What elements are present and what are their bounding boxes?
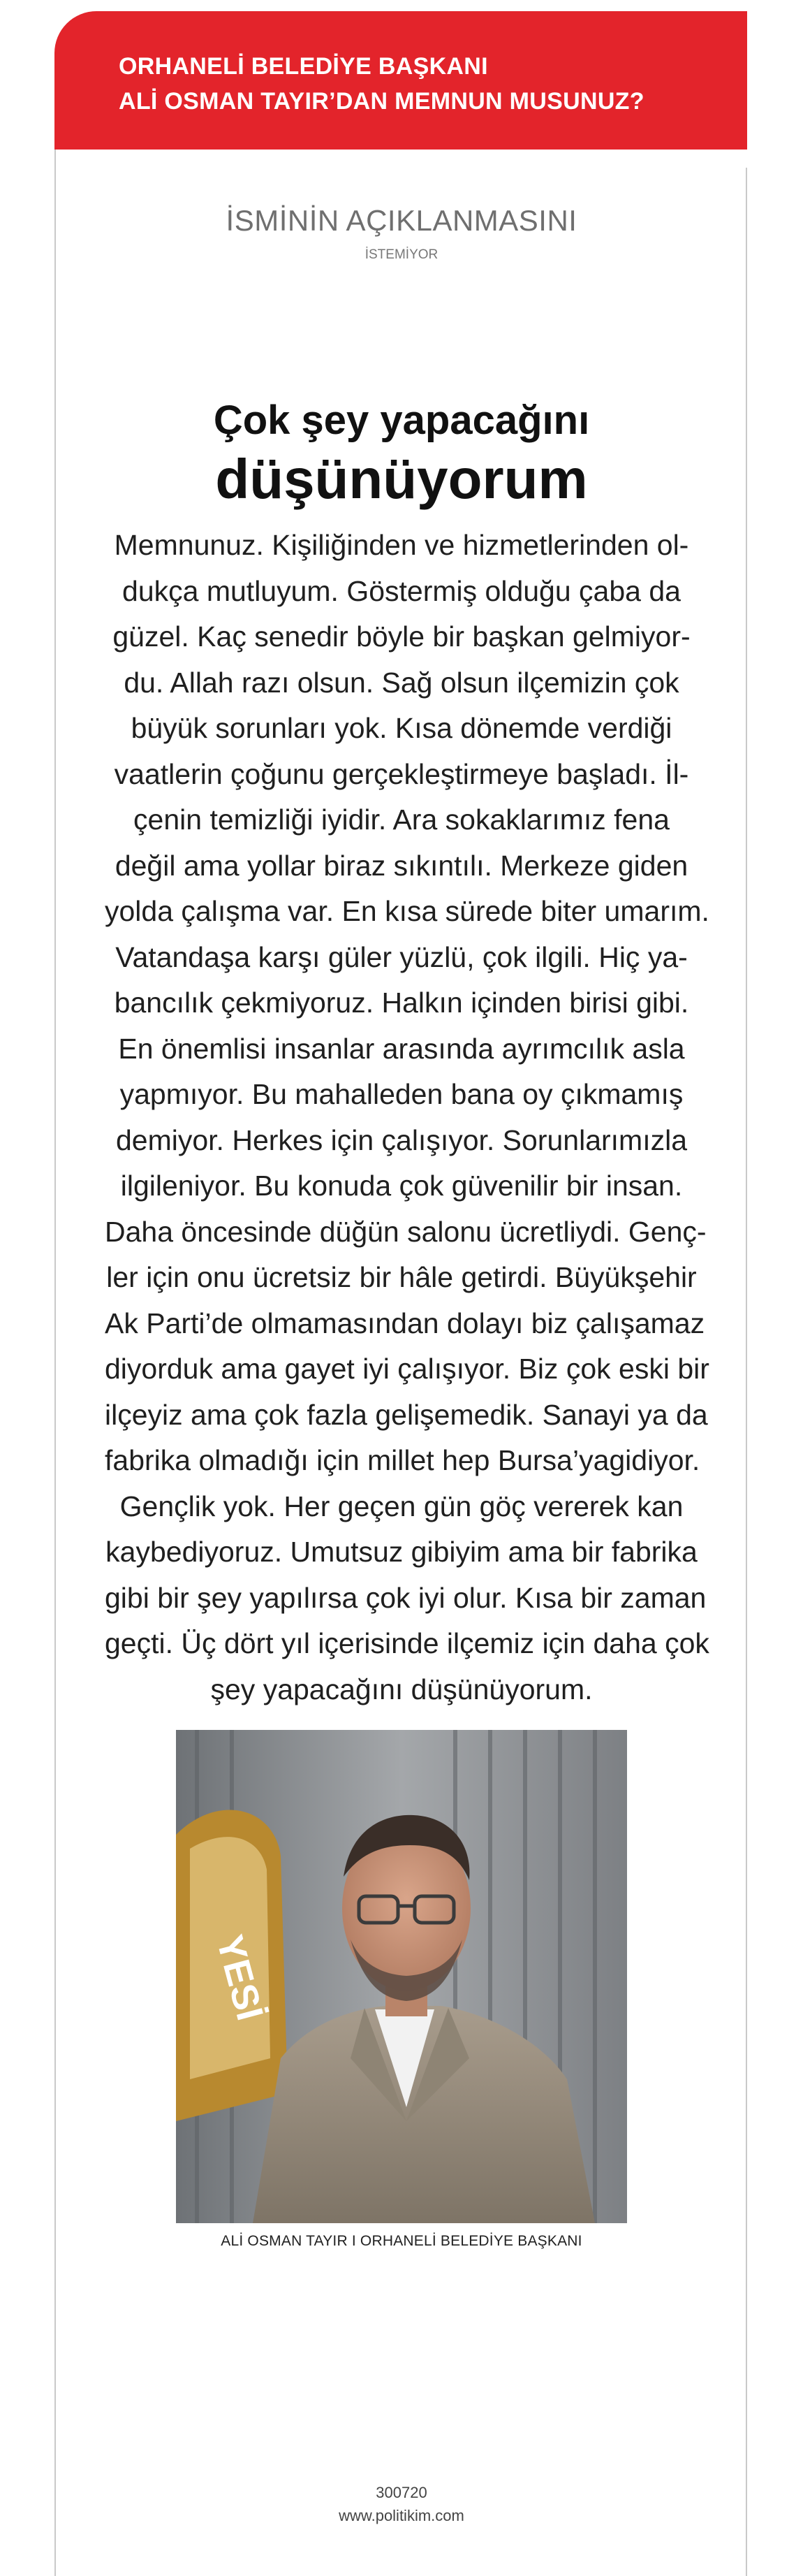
article-body-line: ilçeyiz ama çok fazla gelişemedik. Sanayi ya da <box>105 1398 708 1431</box>
article-body-line: Memnunuz. Kişiliğinden ve hizmetlerinden ol- <box>114 529 689 561</box>
header-banner <box>54 11 747 150</box>
page-number: 300720 <box>376 2484 427 2501</box>
article-body-line: değil ama yollar biraz sıkıntılı. Merkeze giden <box>115 849 688 882</box>
article-body-line: En önemlisi insanlar arasında ayrımcılık asla <box>118 1032 685 1065</box>
article-body-line: çenin temizliği iyidir. Ara sokaklarımız fena <box>133 803 670 836</box>
article-body-line: yolda çalışma var. En kısa sürede biter umarım. <box>105 895 709 927</box>
article-body-line: şey yapacağını düşünüyorum. <box>210 1673 593 1705</box>
article-body-line: büyük sorunları yok. Kısa dönemde verdiği <box>131 712 672 744</box>
respondent-name: İSMİNİN AÇIKLANMASINI <box>226 204 577 237</box>
article-body-line: Vatandaşa karşı güler yüzlü, çok ilgili. Hiç ya- <box>115 940 688 973</box>
portrait-photo <box>176 1730 627 2223</box>
article-body-line: diyorduk ama gayet iyi çalışıyor. Biz çok eski bir <box>105 1353 709 1385</box>
header-line-1: ORHANELİ BELEDİYE BAŞKANI <box>119 53 488 80</box>
article-body-line: bancılık çekmiyoruz. Halkın içinden birisi gibi. <box>114 987 689 1019</box>
article-body-line: fabrika olmadığı için millet hep Bursa’yagidiyor. <box>105 1444 700 1476</box>
article-body-line: ler için onu ücretsiz bir hâle getirdi. Büyükşehir <box>106 1261 697 1293</box>
article-body-line: kaybediyoruz. Umutsuz gibiyim ama bir fabrika <box>105 1536 698 1568</box>
article-body-line: du. Allah razı olsun. Sağ olsun ilçemizin çok <box>124 666 679 699</box>
portrait-illustration <box>176 1730 627 2223</box>
respondent-note: İSTEMİYOR <box>364 247 439 262</box>
article-body-line: gibi bir şey yapılırsa çok iyi olur. Kısa bir zaman <box>105 1581 707 1614</box>
frame-border-right <box>746 168 747 2576</box>
article-body-line: vaatlerin çoğunu gerçekleştirmeye başladı. İl- <box>114 757 689 790</box>
article-body-line: geçti. Üç dört yıl içerisinde ilçemiz için daha çok <box>105 1627 709 1659</box>
article-body-line: dukça mutluyum. Göstermiş olduğu çaba da <box>122 574 681 607</box>
article-body-line: ilgileniyor. Bu konuda çok güvenilir bir insan. <box>120 1170 683 1202</box>
header-line-2: ALİ OSMAN TAYIR’DAN MEMNUN MUSUNUZ? <box>119 88 644 115</box>
plaque-text: YESİ <box>208 1930 272 2025</box>
article-body-line: Ak Parti’de olmamasından dolayı biz çalışamaz <box>105 1307 705 1339</box>
article-title-line-2: düşünüyorum <box>215 448 588 510</box>
photo-caption: ALİ OSMAN TAYIR I ORHANELİ BELEDİYE BAŞKANI <box>221 2233 582 2249</box>
article-title-line-1: Çok şey yapacağını <box>213 398 590 443</box>
article-body-line: Daha öncesinde düğün salonu ücretliydi. Genç- <box>105 1215 707 1248</box>
article-body-line: demiyor. Herkes için çalışıyor. Sorunlarımızla <box>116 1123 687 1156</box>
frame-border-left <box>54 150 56 2576</box>
article-body-line: güzel. Kaç senedir böyle bir başkan gelmiyor- <box>112 620 691 653</box>
article-body-line: Gençlik yok. Her geçen gün göç vererek kan <box>119 1490 684 1522</box>
website-url: www.politikim.com <box>339 2507 464 2524</box>
article-body <box>105 523 709 1712</box>
article-body-line: yapmıyor. Bu mahalleden bana oy çıkmamış <box>119 1078 684 1110</box>
